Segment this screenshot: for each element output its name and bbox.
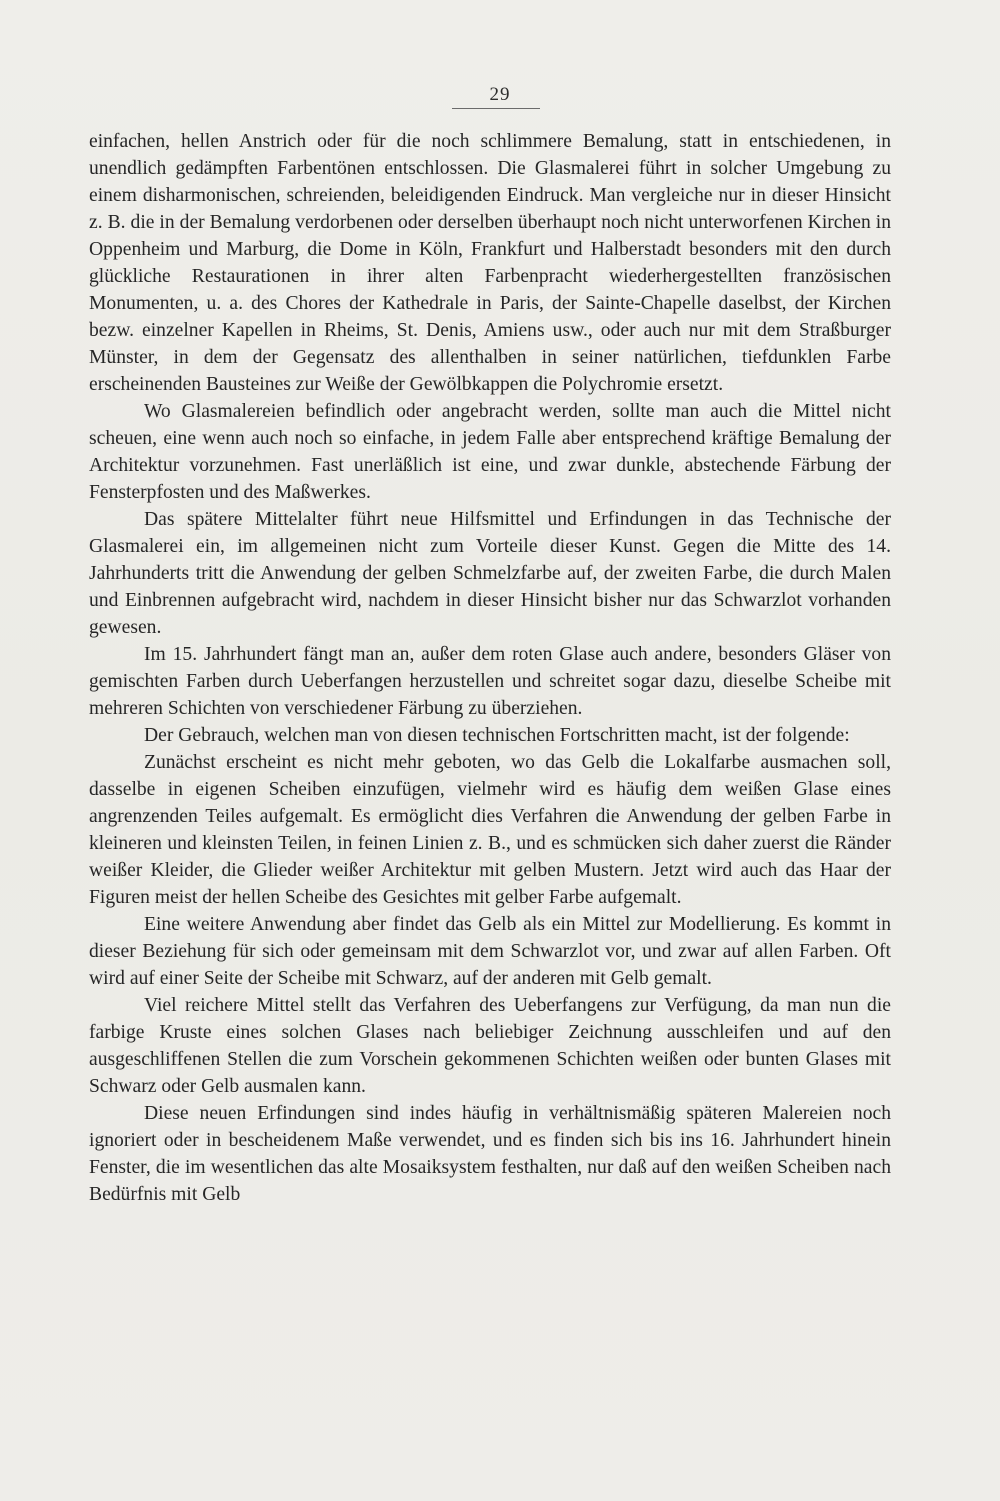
paragraph: Im 15. Jahrhundert fängt man an, außer dem roten Glase auch andere, besonders Gläser von gemischten Farben durch Ueberfangen herzustellen und schreitet sogar dazu, dieselbe Scheibe mit mehreren Schichten von verschiedener Färbung zu überziehen. bbox=[89, 644, 891, 719]
paragraph: einfachen, hellen Anstrich oder für die noch schlimmere Bemalung, statt in entschiedenen, in unendlich gedämpften Farbentönen entschlossen. Die Glasmalerei führt in solcher Umgebung zu einem disharmonischen, schreienden, beleidigenden Eindruck. Man vergleiche nur in dieser Hinsicht z. B. die in der Bemalung verdorbenen oder derselben überhaupt noch nicht unterworfenen Kirchen in Oppenheim und Marburg, die Dome in Köln, Frankfurt und Halberstadt besonders mit den durch glückliche Restaurationen in ihrer alten Farbenpracht wiederhergestellten französischen Monumenten, u. a. des Chores der Kathedrale in Paris, der Sainte-Chapelle daselbst, der Kirchen bezw. einzelner Kapellen in Rheims, St. Denis, Amiens usw., oder auch nur mit dem Straßburger Münster, in dem der Gegensatz des allenthalben in seiner natürlichen, tiefdunklen Farbe erscheinenden Bausteines zur Weiße der Gewölbkappen die Polychromie ersetzt. bbox=[89, 131, 891, 395]
paragraph: Zunächst erscheint es nicht mehr geboten, wo das Gelb die Lokalfarbe ausmachen soll, dasselbe in eigenen Scheiben einzufügen, vielmehr wird es häufig dem weißen Glase eines angrenzenden Teiles aufgemalt. Es ermöglicht dies Verfahren die Anwendung der gelben Farbe in kleineren und kleinsten Teilen, in feinen Linien z. B., und es schmücken sich daher zuerst die Ränder weißer Kleider, die Glieder weißer Architektur mit gelben Mustern. Jetzt wird auch das Haar der Figuren meist der hellen Scheibe des Gesichtes mit gelber Farbe aufgemalt. bbox=[89, 752, 891, 908]
paragraph: Der Gebrauch, welchen man von diesen technischen Fortschritten macht, ist der folgende: bbox=[144, 725, 850, 746]
header-rule bbox=[452, 108, 540, 109]
paragraph: Viel reichere Mittel stellt das Verfahren des Ueberfangens zur Verfügung, da man nun die farbige Kruste eines solchen Glases nach beliebiger Zeichnung ausschleifen und auf den ausgeschliffenen Stellen die zum Vorschein gekommenen Schichten weißen oder bunten Glases mit Schwarz oder Gelb ausmalen kann. bbox=[89, 995, 891, 1097]
page-number: 29 bbox=[489, 84, 511, 105]
paragraph: Wo Glasmalereien befindlich oder angebracht werden, sollte man auch die Mittel nicht scheuen, eine wenn auch noch so einfache, in jedem Falle aber entsprechend kräftige Bemalung der Architektur vorzunehmen. Fast unerläßlich ist eine, und zwar dunkle, abstechende Färbung der Fensterpfosten und des Maßwerkes. bbox=[89, 401, 891, 503]
body-text bbox=[89, 128, 891, 1208]
paragraph: Eine weitere Anwendung aber findet das Gelb als ein Mittel zur Modellierung. Es kommt in dieser Beziehung für sich oder gemeinsam mit dem Schwarzlot vor, und zwar auf allen Farben. Oft wird auf einer Seite der Scheibe mit Schwarz, auf der anderen mit Gelb gemalt. bbox=[89, 914, 891, 989]
paragraph: Das spätere Mittelalter führt neue Hilfsmittel und Erfindungen in das Technische der Glasmalerei ein, im allgemeinen nicht zum Vorteile dieser Kunst. Gegen die Mitte des 14. Jahrhunderts tritt die Anwendung der gelben Schmelzfarbe auf, der zweiten Farbe, die durch Malen und Einbrennen aufgebracht wird, nachdem in dieser Hinsicht bisher nur das Schwarzlot vorhanden gewesen. bbox=[89, 509, 891, 638]
paragraph: Diese neuen Erfindungen sind indes häufig in verhältnismäßig späteren Malereien noch ignoriert oder in bescheidenem Maße verwendet, und es finden sich bis ins 16. Jahrhundert hinein Fenster, die im wesentlichen das alte Mosaiksystem festhalten, nur daß auf den weißen Scheiben nach Bedürfnis mit Gelb bbox=[89, 1103, 891, 1205]
